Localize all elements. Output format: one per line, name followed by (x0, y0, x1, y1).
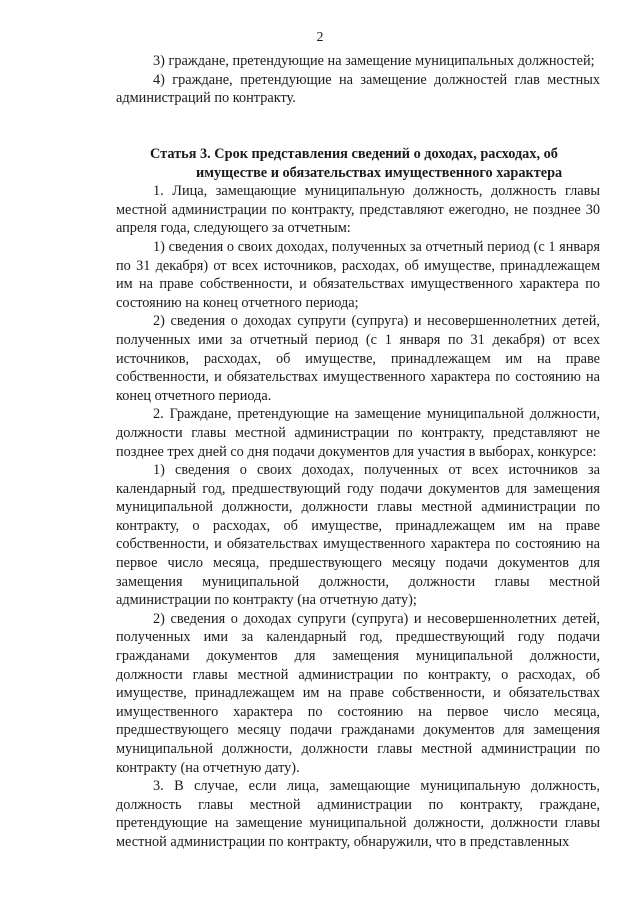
paragraph-2: 2. Граждане, претендующие на замещение муниципальной должности, должности главы местной администрации по контракту, представляют не позднее трех дней со дня подачи документов для участия в выборах, конкурсе: (116, 406, 600, 460)
paragraph-1: 1. Лица, замещающие муниципальную должность, должность главы местной администрации по контракту, представляют ежегодно, не позднее 30 апреля года, следующего за отчетным: (116, 183, 600, 237)
items-before (116, 52, 600, 108)
article-title-line-2: имуществе и обязательствах имущественного характера (196, 164, 563, 181)
article-title (116, 145, 600, 182)
paragraph-3: 3. В случае, если лица, замещающие муниципальную должность, должность главы местной администрации по контракту, граждане, претендующие на замещение муниципальной должности, должности главы местной администрации по контракту, обнаружили, что в представленных (116, 778, 600, 850)
paragraph-1-item-1: 1) сведения о своих доходах, полученных за отчетный период (с 1 января по 31 декабря) от всех источников, расходах, об имуществе, принадлежащем им на праве собственности, и обязательствах имущественного характера по состоянию на конец отчетного периода; (116, 238, 600, 311)
page-number: 2 (316, 30, 324, 45)
item-4: 4) граждане, претендующие на замещение должностей глав местных администраций по контракту. (116, 71, 600, 107)
paragraph-2-item-2: 2) сведения о доходах супруги (супруга) и несовершеннолетних детей, полученных ими за календарный год, предшествующий году подачи гражданами документов для замещения муниципальной должности, должности главы местной администрации по контракту, о расходах, об имуществе, принадлежащем им на праве собственности, и обязательствах имущественного характера по состоянию на первое число месяца, предшествующего месяцу подачи гражданами документов для замещения муниципальной должности, должности главы местной администрации по контракту (на отчетную дату). (116, 610, 600, 776)
paragraph-2-item-1: 1) сведения о своих доходах, полученных от всех источников за календарный год, предшествующий году подачи документов для замещения муниципальной должности, должности главы местной администрации по контракту, о расходах, об имуществе, принадлежащем им на праве собственности, и обязательствах имущественного характера по состоянию на первое число месяца, предшествующего месяцу подачи документов для замещения муниципальной должности, должности главы местной администрации по контракту (на отчетную дату); (116, 462, 600, 609)
paragraph-1-item-2: 2) сведения о доходах супруги (супруга) и несовершеннолетних детей, полученных ими за отчетный период (с 1 января по 31 декабря) от всех источников, расходах, об имуществе, принадлежащем им на праве собственности, и обязательствах имущественного характера по состоянию на конец отчетного периода. (116, 313, 600, 404)
item-3: 3) граждане, претендующие на замещение муниципальных должностей; (153, 53, 595, 69)
article-title-line-1: Статья 3. Срок представления сведений о доходах, расходах, об (150, 146, 558, 162)
article-3 (116, 145, 600, 852)
